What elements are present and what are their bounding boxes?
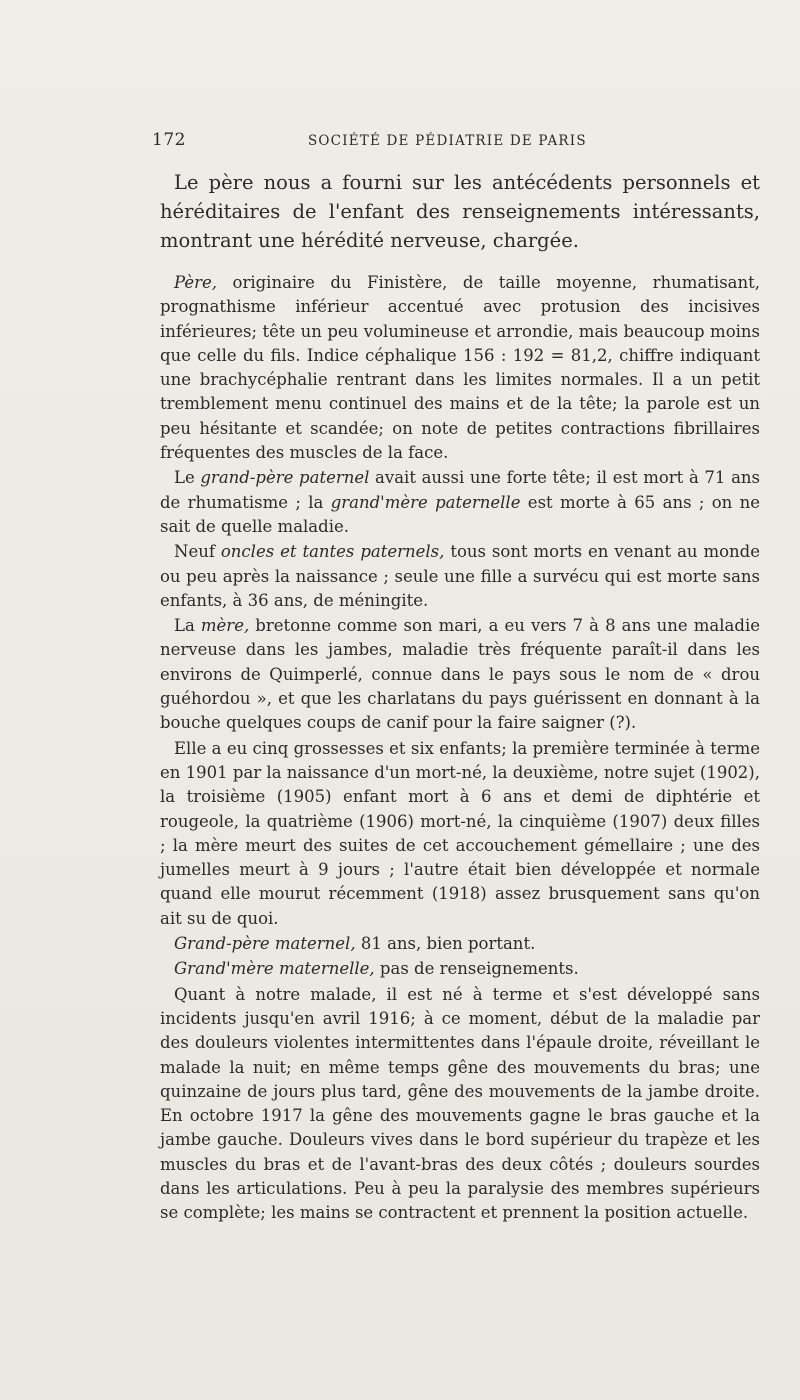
label-grand-pere-paternel: grand-père paternel — [200, 468, 370, 488]
paragraph-gm-maternelle: Grand'mère maternelle, pas de renseignements. — [174, 959, 579, 979]
page-header — [152, 130, 590, 150]
page-number: 172 — [152, 130, 186, 150]
label-mere: mère, — [200, 616, 250, 636]
label-gm-maternelle: Grand'mère maternelle, — [174, 959, 375, 979]
label-pere: Père, — [174, 273, 218, 292]
paragraph-gp-maternel: Grand-père maternel, 81 ans, bien portant. — [174, 934, 536, 954]
paragraph-grossesses: Elle a eu cinq grossesses et six enfants; la première terminée à terme en 1901 par la naissance d'un mort-né, la deuxième, notre sujet (1902), la troisième (1905) enfant mort à 6 ans et demi de diphtérie et rougeole, la quatrième (1906) mort-né, la cinquième (1907) deux filles ; la mère meurt des suites de cet accouchement gémellaire ; une des jumelles meurt à 9 jours ; l'autre était bien développée et normale quand elle mourut récemment (1918) assez brusquement sans qu'on ait su de quoi. — [160, 738, 760, 928]
label-gp-maternel: Grand-père maternel, — [174, 934, 356, 954]
paragraph-oncles: Neuf oncles et tantes paternels, tous sont morts en venant au monde ou peu après la naissance ; seule une fille a survécu qui est morte sans enfants, à 36 ans, de méningite. — [160, 542, 761, 610]
body-text — [160, 168, 760, 1226]
paragraph-mere: La mère, bretonne comme son mari, a eu vers 7 à 8 ans une maladie nerveuse dans les jambes, maladie très fréquente paraît-il dans les environs de Quimperlé, connue dans le pays sous le nom de « drou guéhordou », et que les charlatans du pays guérissent en donnant à la bouche quelques coups de canif pour la faire saigner (?). — [160, 616, 760, 733]
paragraph-malade: Quant à notre malade, il est né à terme et s'est développé sans incidents jusqu'en avril 1916; à ce moment, début de la maladie par des douleurs violentes intermittentes dans l'épaule droite, réveillant le malade la nuit; en même temps gêne des mouvements du bras; une quinzaine de jours plus tard, gêne des mouvements de la jambe droite. En octobre 1917 la gêne des mouvements gagne le bras gauche et la jambe gauche. Douleurs vives dans le bord supérieur du trapèze et les muscles du bras et de l'avant-bras des deux côtés ; douleurs sourdes dans les articulations. Peu à peu la paralysie des membres supérieurs se complète; les mains se contractent et prennent la position actuelle. — [160, 984, 760, 1223]
intro-paragraph: Le père nous a fourni sur les antécédents personnels et héréditaires de l'enfant des renseignements intéressants, montrant une hérédité nerveuse, chargée. — [160, 171, 760, 252]
paragraph-grandparents-paternal: Le grand-père paternel avait aussi une forte tête; il est mort à 71 ans de rhumatisme ; la grand'mère paternelle est morte à 65 ans ; on ne sait de quelle maladie. — [160, 468, 761, 536]
label-oncles: oncles et tantes paternels, — [220, 542, 445, 562]
running-head: SOCIÉTÉ DE PÉDIATRIE DE PARIS — [307, 133, 587, 149]
label-grand-mere-paternelle: grand'mère paternelle — [330, 492, 521, 512]
paragraph-pere: Père, originaire du Finistère, de taille moyenne, rhumatisant, prognathisme inférieur accentué avec protusion des incisives inférieures; tête un peu volumineuse et arrondie, mais beaucoup moins que celle du fils. Indice céphalique 156 : 192 = 81,2, chiffre indiquant une brachycéphalie rentrant dans les limites normales. Il a un petit tremblement menu continuel des mains et de la tête; la parole est un peu hésitante et scandée; on note de petites contractions fibrillaires fréquentes des muscles de la face. — [160, 273, 760, 463]
